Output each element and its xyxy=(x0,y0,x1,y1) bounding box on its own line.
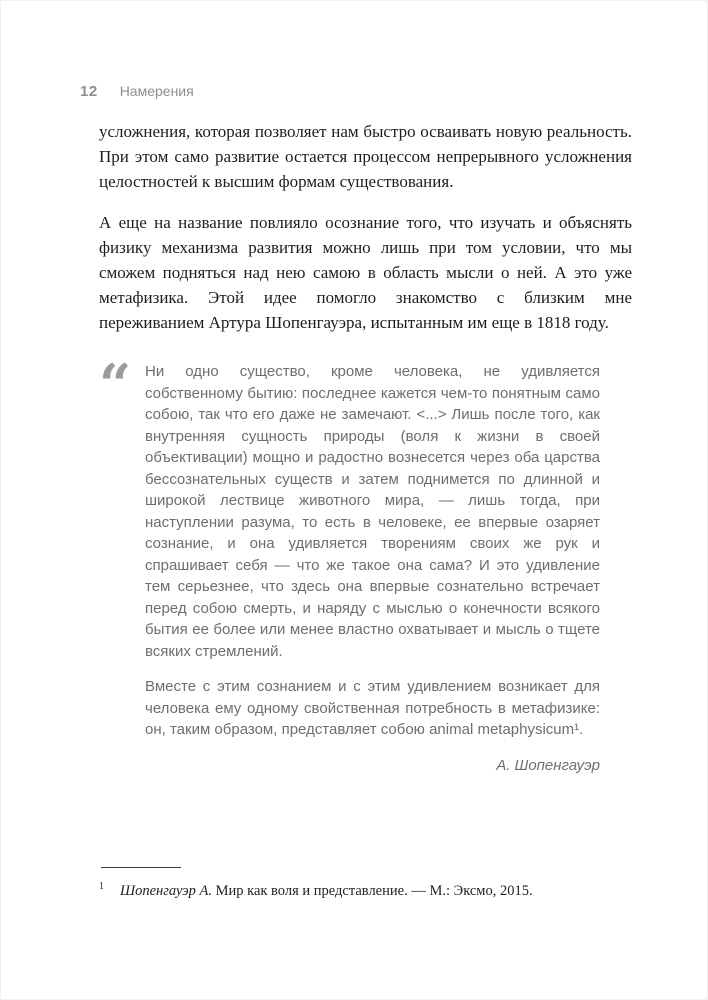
footnote-text: Мир как воля и представление. — М.: Эксмо, 2015. xyxy=(215,882,533,899)
quote-attribution: А. Шопенгауэр xyxy=(496,756,600,774)
quote-icon: “ xyxy=(99,352,129,418)
footnote-block xyxy=(99,867,632,901)
body-paragraph: А еще на название повлияло осознание того, что изучать и объяснять физику механизма развития можно лишь при том условии, что мы сможем подняться над нею самою в область мысли о ней. А это уже метафизика. Этой идее помогло знакомство с близким мне переживанием Артура Шопенгауэра, испытанным им еще в 1818 году. xyxy=(99,213,632,332)
running-title: Намерения xyxy=(119,83,194,99)
blockquote xyxy=(99,352,632,776)
quote-paragraph: Вместе с этим сознанием и с этим удивлением возникает для человека ему одному свойственная потребность в метафизике: он, таким образом, представляет собою animal metaphysicum¹. xyxy=(145,678,600,738)
page-content xyxy=(99,119,632,776)
footnote-divider xyxy=(101,867,181,868)
footnote-author: Шопенгауэр А. xyxy=(120,882,212,899)
page-number: 12 xyxy=(80,83,98,100)
quote-body xyxy=(145,361,600,776)
running-header xyxy=(80,83,194,100)
quote-paragraph: Ни одно существо, кроме человека, не удивляется собственному бытию: последнее кажется чем-то понятным само собою, так что его даже не замечают. <...> Лишь после того, как внутренняя сущность природы (воля к жизни в своей объективации) мощно и радостно вознесется через оба царства бессознательных существ и затем поднимется по длинной и широкой лествице животного мира, — лишь тогда, при наступлении разума, то есть в человеке, ее впервые озаряет сознание, и она удивляется творениям своих же рук и спрашивает себя — что же такое она сама? И это удивление тем серьезнее, что здесь она впервые сознательно встречает перед собою смерть, и наряду с мыслью о конечности всякого бытия ее более или менее властно охватывает и мысль о тщете всяких стремлений. xyxy=(145,363,600,660)
footnote xyxy=(99,877,632,901)
footnote-marker: 1 xyxy=(99,881,104,892)
body-paragraph: усложнения, которая позволяет нам быстро осваивать новую реальность. При этом само развитие остается процессом непрерывного усложнения целостностей к высшим формам существования. xyxy=(99,122,632,191)
